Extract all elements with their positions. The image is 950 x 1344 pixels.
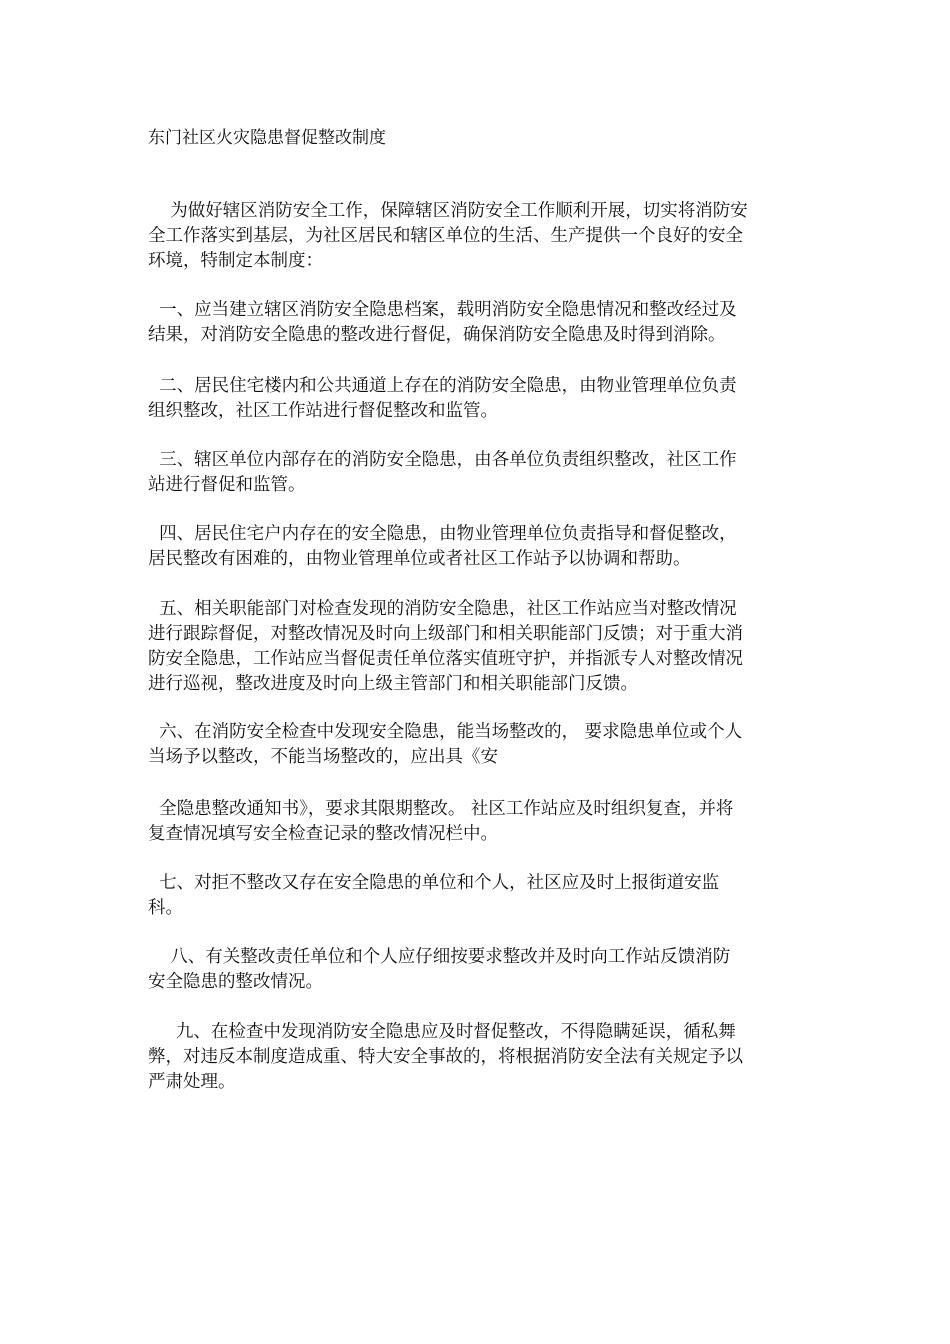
intro-paragraph [148, 199, 808, 274]
paragraph-line: 防安全隐患，工作站应当督促责任单位落实值班守护，并指派专人对整改情况 [148, 649, 743, 669]
paragraph-line: 四、居民住宅户内存在的安全隐患，由物业管理单位负责指导和督促整改， [148, 524, 737, 544]
clause-3-paragraph [148, 448, 808, 498]
clause-6-paragraph [148, 720, 808, 770]
paragraph-line: 进行跟踪督促，对整改情况及时向上级部门和相关职能部门反馈；对于重大消 [148, 624, 743, 644]
document-title: 东门社区火灾隐患督促整改制度 [148, 128, 386, 148]
paragraph-line: 为做好辖区消防安全工作，保障辖区消防安全工作顺利开展，切实将消防安 [148, 201, 748, 221]
paragraph-line: 全工作落实到基层，为社区居民和辖区单位的生活、生产提供一个良好的安全 [148, 226, 743, 246]
paragraph-line: 复查情况填写安全检查记录的整改情况栏中。 [148, 824, 498, 844]
clause-5-paragraph [148, 597, 808, 697]
paragraph-line: 七、对拒不整改又存在安全隐患的单位和个人，社区应及时上报街道安监 [148, 873, 720, 893]
paragraph-line: 全隐患整改通知书》，要求其限期整改。 社区工作站应及时组织复查，并将 [148, 799, 734, 819]
paragraph-line: 结果，对消防安全隐患的整改进行督促，确保消防安全隐患及时得到消除。 [148, 325, 726, 345]
clause-9-paragraph [148, 1020, 808, 1095]
paragraph-line: 当场予以整改，不能当场整改的，应出具《安 [148, 747, 498, 767]
clause-6-continuation-paragraph [148, 797, 808, 847]
paragraph-line: 三、辖区单位内部存在的消防安全隐患，由各单位负责组织整改，社区工作 [148, 450, 737, 470]
paragraph-line: 环境，特制定本制度： [148, 251, 323, 271]
paragraph-line: 组织整改，社区工作站进行督促整改和监管。 [148, 401, 498, 421]
paragraph-line: 严肃处理。 [148, 1072, 236, 1092]
clause-8-paragraph [148, 945, 808, 995]
paragraph-line: 站进行督促和监管。 [148, 475, 306, 495]
paragraph-line: 八、有关整改责任单位和个人应仔细按要求整改并及时向工作站反馈消防 [148, 947, 731, 967]
paragraph-line: 科。 [148, 898, 183, 918]
paragraph-line: 二、居民住宅楼内和公共通道上存在的消防安全隐患，由物业管理单位负责 [148, 376, 737, 396]
clause-7-paragraph [148, 871, 808, 921]
paragraph-line: 五、相关职能部门对检查发现的消防安全隐患，社区工作站应当对整改情况 [148, 599, 737, 619]
paragraph-line: 九、在检查中发现消防安全隐患应及时督促整改，不得隐瞒延误，循私舞 [148, 1022, 736, 1042]
clause-2-paragraph [148, 374, 808, 424]
paragraph-line: 进行巡视，整改进度及时向上级主管部门和相关职能部门反馈。 [148, 674, 638, 694]
paragraph-line: 六、在消防安全检查中发现安全隐患，能当场整改的， 要求隐患单位或个人 [148, 722, 743, 742]
clause-4-paragraph [148, 522, 808, 572]
clause-1-paragraph [148, 298, 808, 348]
paragraph-line: 居民整改有困难的，由物业管理单位或者社区工作站予以协调和帮助。 [148, 549, 691, 569]
paragraph-line: 安全隐患的整改情况。 [148, 972, 323, 992]
paragraph-line: 一、应当建立辖区消防安全隐患档案，载明消防安全隐患情况和整改经过及 [148, 300, 737, 320]
paragraph-line: 弊，对违反本制度造成重、特大安全事故的，将根据消防安全法有关规定予以 [148, 1047, 743, 1067]
